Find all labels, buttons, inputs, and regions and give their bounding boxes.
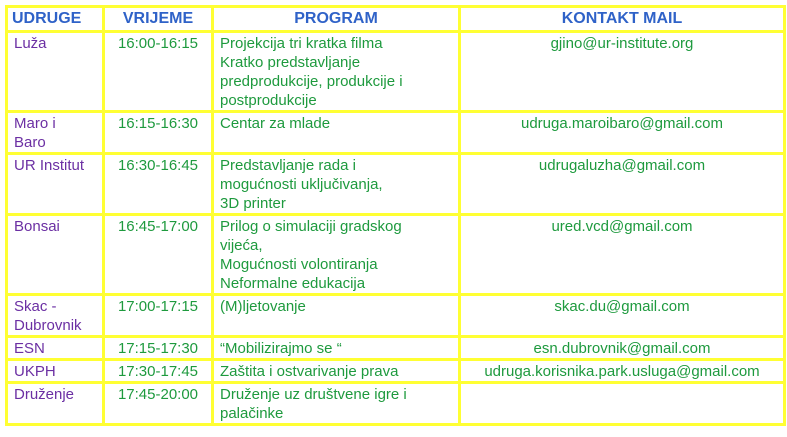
program-line: Kratko predstavljanje bbox=[220, 54, 361, 71]
organization-name-line: Dubrovnik bbox=[14, 317, 82, 334]
contact-mail-cell: ured.vcd@gmail.com bbox=[460, 215, 785, 295]
organization-cell bbox=[7, 154, 104, 215]
organization-name-line: Bonsai bbox=[14, 218, 60, 235]
organization-cell bbox=[7, 337, 104, 360]
table-row bbox=[7, 215, 785, 295]
header-udruge: UDRUGE bbox=[7, 7, 104, 32]
organization-name-line: Maro i bbox=[14, 115, 56, 132]
program-line: vijeća, bbox=[220, 237, 263, 254]
program-cell bbox=[213, 215, 460, 295]
program-line: palačinke bbox=[220, 405, 284, 422]
organization-name-line: ESN bbox=[14, 340, 45, 357]
program-line: mogućnosti uključivanja, bbox=[220, 176, 383, 193]
organization-name-line: Skac - bbox=[14, 298, 57, 315]
contact-mail-cell: esn.dubrovnik@gmail.com bbox=[460, 337, 785, 360]
time-cell: 17:15-17:30 bbox=[104, 337, 213, 360]
organization-name-line: Druženje bbox=[14, 386, 75, 403]
table-row bbox=[7, 383, 785, 425]
program-cell bbox=[213, 32, 460, 112]
organization-name-line: Baro bbox=[14, 134, 46, 151]
organization-cell bbox=[7, 295, 104, 337]
program-cell bbox=[213, 154, 460, 215]
table-row bbox=[7, 154, 785, 215]
program-cell bbox=[213, 383, 460, 425]
time-cell: 17:30-17:45 bbox=[104, 360, 213, 383]
program-line: Predstavljanje rada i bbox=[220, 157, 356, 174]
program-line: Zaštita i ostvarivanje prava bbox=[220, 363, 399, 380]
table-row bbox=[7, 32, 785, 112]
program-line: Prilog o simulaciji gradskog bbox=[220, 218, 402, 235]
program-line: Centar za mlade bbox=[220, 115, 331, 132]
organization-cell bbox=[7, 383, 104, 425]
program-line: postprodukcije bbox=[220, 92, 317, 109]
program-line: Druženje uz društvene igre i bbox=[220, 386, 407, 403]
table-row bbox=[7, 295, 785, 337]
time-cell: 16:30-16:45 bbox=[104, 154, 213, 215]
header-program: PROGRAM bbox=[213, 7, 460, 32]
organization-name-line: UKPH bbox=[14, 363, 56, 380]
organization-cell bbox=[7, 360, 104, 383]
organization-cell bbox=[7, 112, 104, 154]
organization-name-line: Luža bbox=[14, 35, 47, 52]
time-cell: 16:00-16:15 bbox=[104, 32, 213, 112]
organization-cell bbox=[7, 215, 104, 295]
table-row bbox=[7, 360, 785, 383]
time-cell: 17:45-20:00 bbox=[104, 383, 213, 425]
program-line: predprodukcije, produkcije i bbox=[220, 73, 403, 90]
program-line: “Mobilizirajmo se “ bbox=[220, 340, 342, 357]
time-cell: 17:00-17:15 bbox=[104, 295, 213, 337]
program-line: Projekcija tri kratka filma bbox=[220, 35, 383, 52]
contact-mail-cell: skac.du@gmail.com bbox=[460, 295, 785, 337]
program-cell bbox=[213, 295, 460, 337]
time-cell: 16:15-16:30 bbox=[104, 112, 213, 154]
time-cell: 16:45-17:00 bbox=[104, 215, 213, 295]
contact-mail-cell: udruga.maroibaro@gmail.com bbox=[460, 112, 785, 154]
schedule-table bbox=[5, 5, 786, 426]
program-line: Mogućnosti volontiranja bbox=[220, 256, 378, 273]
header-row bbox=[7, 7, 785, 32]
organization-cell bbox=[7, 32, 104, 112]
contact-mail-cell bbox=[460, 383, 785, 425]
schedule-table-container bbox=[5, 5, 783, 430]
header-vrijeme: VRIJEME bbox=[104, 7, 213, 32]
program-cell bbox=[213, 112, 460, 154]
organization-name-line: UR Institut bbox=[14, 157, 85, 174]
program-line: (M)ljetovanje bbox=[220, 298, 306, 315]
program-line: Neformalne edukacija bbox=[220, 275, 366, 292]
table-row bbox=[7, 112, 785, 154]
program-cell bbox=[213, 360, 460, 383]
program-cell bbox=[213, 337, 460, 360]
table-row bbox=[7, 337, 785, 360]
program-line: 3D printer bbox=[220, 195, 286, 212]
contact-mail-cell: udrugaluzha@gmail.com bbox=[460, 154, 785, 215]
contact-mail-cell: gjino@ur-institute.org bbox=[460, 32, 785, 112]
schedule-body bbox=[7, 32, 785, 425]
contact-mail-cell: udruga.korisnika.park.usluga@gmail.com bbox=[460, 360, 785, 383]
header-kontakt-mail: KONTAKT MAIL bbox=[460, 7, 785, 32]
